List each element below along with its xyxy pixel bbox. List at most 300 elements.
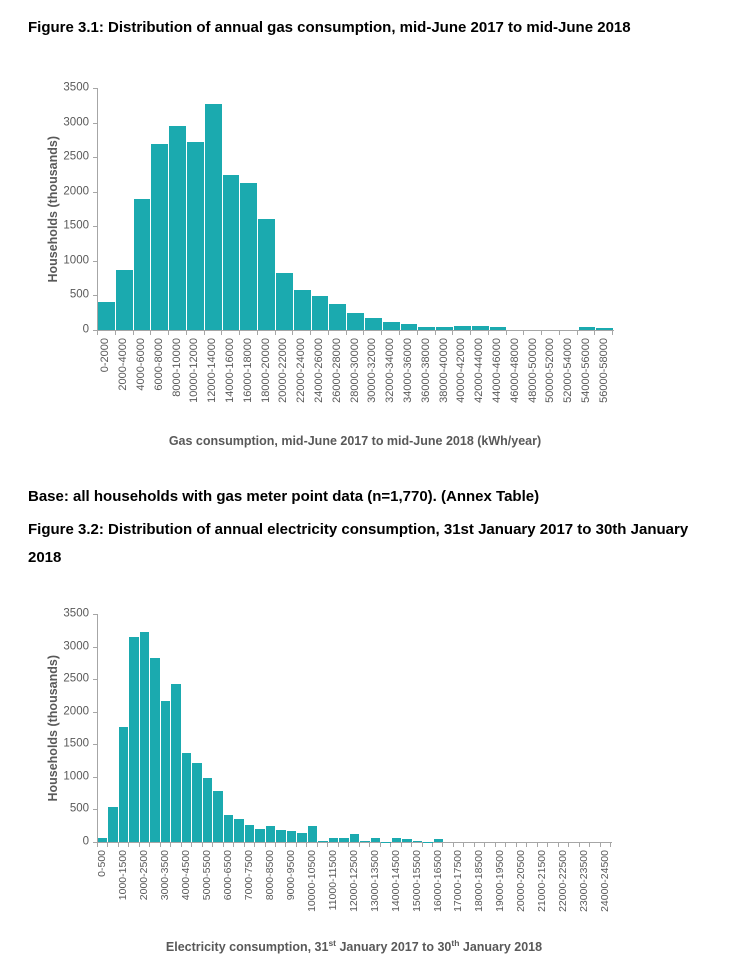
x-label-cell [435, 338, 453, 430]
x-tick-mark [134, 331, 152, 335]
x-tick-mark [97, 331, 116, 335]
x-tick-label: 48000-50000 [528, 338, 539, 403]
y-tick-mark [93, 123, 97, 124]
x-label-cell [453, 850, 463, 936]
x-label-cell [542, 338, 560, 430]
bar-4000-6000 [134, 199, 151, 330]
bar-4000-4500 [182, 753, 191, 842]
base-note: Base: all households with gas meter point data (n=1,770). (Annex Table) [28, 486, 689, 508]
y-tick-label: 3500 [63, 608, 89, 620]
bar-20000-22000 [276, 273, 293, 330]
x-tick-label: 26000-28000 [332, 338, 343, 403]
x-label-cell [453, 338, 471, 430]
bar-14000-16000 [223, 175, 240, 330]
x-tick-label: 22000-22500 [558, 850, 569, 912]
x-tick-mark [595, 331, 613, 335]
bar-0-500 [98, 838, 107, 842]
y-axis-title [46, 88, 60, 330]
x-label-cell [382, 338, 400, 430]
x-tick-label: 21000-21500 [537, 850, 548, 912]
x-label-cell [417, 338, 435, 430]
x-tick-label: 6000-8000 [154, 338, 165, 391]
x-tick-mark [453, 331, 471, 335]
x-tick-mark [559, 843, 569, 847]
x-tick-mark [151, 331, 169, 335]
x-tick-mark [276, 843, 286, 847]
bar-0-2000 [98, 302, 115, 330]
figure2-title: Figure 3.2: Distribution of annual electricity consumption, 31st January 2017 to 30th January 2018 [28, 516, 689, 572]
x-label-cell [349, 850, 359, 936]
x-tick-mark [293, 331, 311, 335]
x-tick-label: 50000-52000 [545, 338, 556, 403]
y-tick-mark [93, 226, 97, 227]
x-tick-label: 0-2000 [100, 338, 111, 372]
x-label-cell [524, 338, 542, 430]
report-page [0, 14, 729, 969]
bar-10500-11000 [318, 841, 327, 842]
x-tick-mark [234, 843, 244, 847]
bar-42000-44000 [472, 326, 489, 330]
y-tick-label: 1000 [63, 255, 89, 267]
y-tick-label: 1500 [63, 739, 89, 751]
x-tick-label: 32000-34000 [385, 338, 396, 403]
x-tick-mark [418, 331, 436, 335]
bar-8500-9000 [276, 830, 285, 842]
x-axis-title-text: Electricity consumption, 31 [166, 940, 329, 954]
x-tick-label: 20000-20500 [516, 850, 527, 912]
x-tick-mark [560, 331, 578, 335]
x-label-cell [578, 338, 596, 430]
x-axis-labels [97, 850, 611, 936]
x-tick-mark [222, 331, 240, 335]
x-tick-label: 34000-36000 [403, 338, 414, 403]
x-tick-mark [506, 843, 516, 847]
x-label-cell [422, 850, 432, 936]
x-tick-mark [150, 843, 160, 847]
x-label-cell [181, 850, 191, 936]
bar-2000-4000 [116, 270, 133, 330]
x-axis-labels [97, 338, 613, 430]
x-label-cell [328, 850, 338, 936]
x-tick-label: 54000-56000 [581, 338, 592, 403]
bar-10000-10500 [308, 826, 317, 842]
x-tick-mark [328, 843, 338, 847]
x-tick-label: 18000-18500 [474, 850, 485, 912]
bar-9000-9500 [287, 831, 296, 842]
x-tick-mark [454, 843, 464, 847]
y-tick-label: 2500 [63, 151, 89, 163]
bar-14500-15000 [402, 839, 411, 842]
x-tick-mark [400, 331, 418, 335]
y-tick-label: 500 [70, 804, 89, 816]
x-tick-mark [276, 331, 294, 335]
x-tick-mark [364, 331, 382, 335]
bar-5000-5500 [203, 778, 212, 842]
bar-500-1000 [108, 807, 117, 842]
bar-9500-10000 [297, 833, 306, 842]
x-label-cell [537, 850, 547, 936]
bar-8000-8500 [266, 826, 275, 842]
x-label-cell [560, 338, 578, 430]
bar-3000-3500 [161, 701, 170, 842]
bar-5500-6000 [213, 791, 222, 842]
x-label-cell [133, 338, 151, 430]
bar-30000-32000 [365, 318, 382, 330]
y-tick-mark [93, 157, 97, 158]
bar-6000-8000 [151, 144, 168, 330]
x-tick-mark [311, 331, 329, 335]
x-label-cell [265, 850, 275, 936]
x-tick-mark [266, 843, 276, 847]
x-tick-label: 14000-14500 [391, 850, 402, 912]
x-tick-label: 12000-12500 [349, 850, 360, 912]
y-tick-label: 3000 [63, 117, 89, 129]
bar-16000-18000 [240, 183, 257, 330]
y-axis-title-text: Households (thousands) [46, 655, 60, 802]
x-tick-label: 10000-10500 [307, 850, 318, 912]
x-tick-label: 13000-13500 [370, 850, 381, 912]
x-label-cell [516, 850, 526, 936]
x-tick-mark [542, 331, 560, 335]
x-tick-label: 12000-14000 [207, 338, 218, 403]
x-label-cell [97, 338, 115, 430]
x-tick-label: 11000-11500 [328, 850, 339, 910]
x-label-cell [328, 338, 346, 430]
x-axis-title [97, 940, 611, 954]
x-label-cell [400, 338, 418, 430]
x-label-cell [244, 850, 254, 936]
gas-consumption-chart [0, 88, 729, 448]
x-tick-mark [464, 843, 474, 847]
x-tick-label: 40000-42000 [456, 338, 467, 403]
x-tick-mark [205, 331, 223, 335]
x-tick-label: 15000-15500 [412, 850, 423, 912]
bar-12500-13000 [360, 841, 369, 842]
y-axis-title [46, 614, 60, 842]
x-label-cell [391, 850, 401, 936]
y-tick-mark [93, 777, 97, 778]
x-label-cell [160, 850, 170, 936]
x-axis-title-text: th [451, 938, 459, 948]
x-axis-ticks [97, 331, 613, 335]
x-tick-label: 5000-5500 [202, 850, 213, 900]
x-tick-label: 20000-22000 [278, 338, 289, 403]
x-tick-mark [203, 843, 213, 847]
x-tick-mark [412, 843, 422, 847]
x-tick-mark [192, 843, 202, 847]
y-tick-mark [93, 712, 97, 713]
x-tick-label: 38000-40000 [439, 338, 450, 403]
x-tick-mark [601, 843, 611, 847]
x-tick-mark [213, 843, 223, 847]
y-tick-label: 500 [70, 290, 89, 302]
x-tick-label: 42000-44000 [474, 338, 485, 403]
bar-11500-12000 [339, 838, 348, 842]
x-axis-ticks [97, 843, 611, 847]
x-label-cell [506, 338, 524, 430]
bars-container [98, 614, 612, 842]
x-tick-mark [169, 331, 187, 335]
x-tick-mark [370, 843, 380, 847]
x-tick-mark [360, 843, 370, 847]
x-label-cell [150, 338, 168, 430]
x-tick-mark [489, 331, 507, 335]
bar-32000-34000 [383, 322, 400, 330]
bar-14000-14500 [392, 838, 401, 842]
bar-15000-15500 [413, 841, 422, 842]
bar-26000-28000 [329, 304, 346, 330]
y-tick-mark [93, 261, 97, 262]
x-tick-mark [569, 843, 579, 847]
x-tick-label: 56000-58000 [599, 338, 610, 403]
y-tick-mark [93, 330, 97, 331]
x-tick-mark [402, 843, 412, 847]
bar-44000-46000 [490, 327, 507, 330]
x-axis-title-text: Gas consumption, mid-June 2017 to mid-June 2018 (kWh/year) [169, 434, 541, 448]
x-label-cell [346, 338, 364, 430]
x-tick-label: 46000-48000 [510, 338, 521, 403]
bar-10000-12000 [187, 142, 204, 330]
x-label-cell [118, 850, 128, 936]
y-tick-mark [93, 842, 97, 843]
bar-1500-2000 [129, 637, 138, 842]
x-tick-mark [349, 843, 359, 847]
x-tick-mark [507, 331, 525, 335]
x-label-cell [579, 850, 589, 936]
x-tick-label: 28000-30000 [350, 338, 361, 403]
x-label-cell [600, 850, 610, 936]
bar-2500-3000 [150, 658, 159, 842]
x-tick-mark [496, 843, 506, 847]
y-tick-label: 0 [83, 836, 89, 848]
x-tick-label: 52000-54000 [563, 338, 574, 403]
bar-8000-10000 [169, 126, 186, 330]
bars-container [98, 88, 614, 330]
x-tick-mark [116, 331, 134, 335]
x-tick-label: 4000-4500 [181, 850, 192, 900]
bar-38000-40000 [436, 327, 453, 330]
x-tick-mark [171, 843, 181, 847]
y-tick-mark [93, 88, 97, 89]
x-tick-label: 17000-17500 [453, 850, 464, 912]
bar-7000-7500 [245, 825, 254, 842]
x-tick-mark [97, 843, 108, 847]
x-tick-mark [548, 843, 558, 847]
y-tick-mark [93, 614, 97, 615]
x-label-cell [115, 338, 133, 430]
x-tick-label: 24000-26000 [314, 338, 325, 403]
x-tick-mark [517, 843, 527, 847]
figure1-title: Figure 3.1: Distribution of annual gas consumption, mid-June 2017 to mid-June 2018 [28, 14, 689, 42]
y-tick-label: 1500 [63, 221, 89, 233]
plot-area [97, 88, 614, 331]
x-tick-mark [590, 843, 600, 847]
x-label-cell [286, 850, 296, 936]
x-label-cell [168, 338, 186, 430]
y-tick-mark [93, 647, 97, 648]
x-tick-label: 24000-24500 [600, 850, 611, 912]
bar-7500-8000 [255, 829, 264, 842]
x-tick-label: 14000-16000 [225, 338, 236, 403]
x-label-cell [474, 850, 484, 936]
x-tick-mark [129, 843, 139, 847]
x-tick-label: 23000-23500 [579, 850, 590, 912]
x-label-cell [558, 850, 568, 936]
x-label-cell [222, 338, 240, 430]
x-tick-label: 19000-19500 [495, 850, 506, 912]
x-label-cell [311, 338, 329, 430]
y-tick-mark [93, 679, 97, 680]
x-tick-mark [286, 843, 296, 847]
x-label-cell [364, 338, 382, 430]
x-label-cell [401, 850, 411, 936]
x-tick-mark [443, 843, 453, 847]
x-tick-label: 2000-4000 [118, 338, 129, 391]
x-tick-mark [224, 843, 234, 847]
bar-28000-30000 [347, 313, 364, 330]
y-tick-label: 2000 [63, 706, 89, 718]
y-tick-label: 1000 [63, 771, 89, 783]
x-label-cell [275, 338, 293, 430]
x-label-cell [307, 850, 317, 936]
bar-22000-24000 [294, 290, 311, 330]
x-tick-mark [381, 843, 391, 847]
y-tick-label: 0 [83, 324, 89, 336]
bar-11000-11500 [329, 838, 338, 842]
x-tick-label: 2000-2500 [139, 850, 150, 900]
x-tick-mark [161, 843, 171, 847]
x-tick-label: 36000-38000 [421, 338, 432, 403]
x-tick-mark [423, 843, 433, 847]
x-tick-mark [307, 843, 317, 847]
x-tick-label: 9000-9500 [286, 850, 297, 900]
x-label-cell [97, 850, 107, 936]
x-tick-label: 8000-10000 [172, 338, 183, 397]
x-tick-mark [255, 843, 265, 847]
x-label-cell [495, 850, 505, 936]
x-tick-label: 30000-32000 [367, 338, 378, 403]
x-tick-label: 6000-6500 [223, 850, 234, 900]
x-label-cell [433, 850, 443, 936]
bar-18000-20000 [258, 219, 275, 330]
x-tick-mark [187, 331, 205, 335]
y-axis-title-text: Households (thousands) [46, 136, 60, 283]
bar-1000-1500 [119, 727, 128, 842]
x-label-cell [293, 338, 311, 430]
x-label-cell [471, 338, 489, 430]
x-tick-mark [318, 843, 328, 847]
x-tick-mark [347, 331, 365, 335]
x-tick-label: 0-500 [97, 850, 108, 877]
bar-12000-12500 [350, 834, 359, 842]
x-tick-mark [433, 843, 443, 847]
x-tick-mark [538, 843, 548, 847]
x-label-cell [223, 850, 233, 936]
bar-24000-26000 [312, 296, 329, 330]
plot-area [97, 614, 612, 843]
x-tick-mark [391, 843, 401, 847]
x-tick-mark [580, 843, 590, 847]
x-tick-label: 3000-3500 [160, 850, 171, 900]
x-tick-label: 7000-7500 [244, 850, 255, 900]
x-label-cell [186, 338, 204, 430]
bar-2000-2500 [140, 632, 149, 842]
x-label-cell [370, 850, 380, 936]
y-tick-label: 3500 [63, 82, 89, 94]
bar-4500-5000 [192, 763, 201, 842]
x-tick-mark [436, 331, 454, 335]
x-tick-label: 10000-12000 [189, 338, 200, 403]
bar-6000-6500 [224, 815, 233, 842]
y-tick-label: 2000 [63, 186, 89, 198]
y-tick-mark [93, 744, 97, 745]
bar-6500-7000 [234, 819, 243, 842]
x-tick-label: 16000-18000 [243, 338, 254, 403]
electricity-consumption-chart [0, 614, 729, 954]
x-label-cell [412, 850, 422, 936]
x-label-cell [139, 850, 149, 936]
x-label-cell [489, 338, 507, 430]
x-tick-label: 1000-1500 [118, 850, 129, 900]
y-tick-mark [93, 192, 97, 193]
bar-54000-56000 [579, 327, 596, 330]
x-axis-title [97, 434, 613, 448]
x-tick-mark [119, 843, 129, 847]
bar-34000-36000 [401, 324, 418, 330]
x-label-cell [595, 338, 613, 430]
x-label-cell [202, 850, 212, 936]
x-label-cell [204, 338, 222, 430]
bar-56000-58000 [596, 328, 613, 330]
x-tick-mark [108, 843, 118, 847]
x-tick-label: 8000-8500 [265, 850, 276, 900]
x-tick-label: 4000-6000 [136, 338, 147, 391]
x-tick-mark [524, 331, 542, 335]
x-label-cell [239, 338, 257, 430]
x-tick-mark [475, 843, 485, 847]
x-tick-mark [485, 843, 495, 847]
x-tick-mark [578, 331, 596, 335]
bar-12000-14000 [205, 104, 222, 330]
x-tick-mark [339, 843, 349, 847]
x-tick-mark [140, 843, 150, 847]
x-tick-mark [258, 331, 276, 335]
x-label-cell [380, 850, 390, 936]
x-label-cell [257, 338, 275, 430]
x-tick-label: 44000-46000 [492, 338, 503, 403]
x-tick-mark [527, 843, 537, 847]
x-tick-mark [182, 843, 192, 847]
x-axis-title-text: January 2017 to 30 [336, 940, 451, 954]
x-tick-mark [245, 843, 255, 847]
bar-40000-42000 [454, 326, 471, 330]
y-tick-label: 3000 [63, 641, 89, 653]
bar-3500-4000 [171, 684, 180, 842]
x-tick-mark [240, 331, 258, 335]
bar-16000-16500 [434, 839, 443, 842]
x-axis-title-text: st [328, 938, 336, 948]
bar-36000-38000 [418, 327, 435, 330]
x-tick-label: 16000-16500 [433, 850, 444, 912]
y-tick-mark [93, 295, 97, 296]
x-axis-title-text: January 2018 [459, 940, 542, 954]
x-tick-mark [382, 331, 400, 335]
x-tick-label: 18000-20000 [261, 338, 272, 403]
x-tick-mark [329, 331, 347, 335]
y-tick-label: 2500 [63, 673, 89, 685]
x-tick-mark [471, 331, 489, 335]
x-tick-label: 22000-24000 [296, 338, 307, 403]
